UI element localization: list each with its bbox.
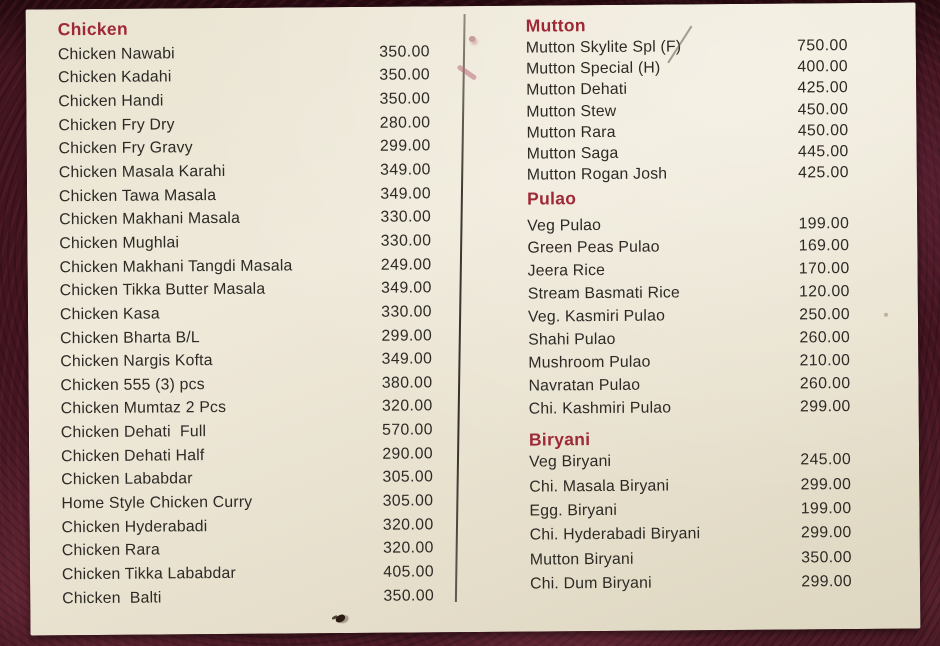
menu-item-row bbox=[61, 489, 433, 516]
menu-item-name: Chi. Kashmiri Pulao bbox=[528, 399, 672, 418]
menu-item-price: 425.00 bbox=[798, 164, 849, 182]
menu-item-name: Mutton Rara bbox=[526, 123, 616, 142]
stain-mark bbox=[884, 313, 888, 317]
menu-item-price: 320.00 bbox=[382, 515, 434, 534]
menu-item-price: 210.00 bbox=[799, 351, 851, 370]
menu-item-name: Veg Biryani bbox=[529, 453, 612, 471]
menu-item-name: Mutton Rogan Josh bbox=[526, 165, 668, 184]
menu-item-price: 350.00 bbox=[379, 66, 431, 85]
menu-item-name: Chicken Kasa bbox=[59, 305, 160, 324]
menu-item-price: 350.00 bbox=[379, 90, 431, 108]
menu-item-name: Chicken Tikka Lababdar bbox=[61, 564, 236, 584]
menu-item-name: Chicken Balti bbox=[62, 589, 162, 607]
menu-item-row bbox=[62, 584, 434, 611]
menu-item-price: 299.00 bbox=[379, 137, 431, 156]
menu-item-name: Chicken Mughlai bbox=[59, 234, 180, 253]
menu-item-row bbox=[528, 327, 850, 352]
menu-item-name: Veg. Kasmiri Pulao bbox=[527, 307, 666, 326]
menu-item-row bbox=[526, 56, 848, 80]
menu-item-row bbox=[59, 206, 431, 233]
column-divider-line bbox=[455, 14, 465, 602]
menu-item-price: 280.00 bbox=[379, 114, 431, 132]
menu-item-name: Chicken Dehati Half bbox=[60, 446, 205, 465]
menu-item-price: 170.00 bbox=[798, 260, 850, 278]
menu-item-row bbox=[60, 371, 432, 398]
menu-item-name: Chicken Kadahi bbox=[58, 68, 172, 87]
menu-item-name: Mutton Dehati bbox=[526, 81, 628, 99]
menu-item-row bbox=[527, 163, 849, 187]
menu-item-name: Chicken 555 (3) pcs bbox=[60, 375, 205, 395]
menu-column-right bbox=[526, 11, 853, 597]
menu-item-row bbox=[58, 88, 430, 115]
menu-item-row bbox=[62, 560, 434, 587]
menu-column-left bbox=[58, 14, 435, 610]
menu-item-price: 349.00 bbox=[381, 350, 433, 368]
menu-item-price: 350.00 bbox=[801, 548, 852, 567]
menu-item-name: Chicken Mumtaz 2 Pcs bbox=[60, 399, 227, 418]
menu-item-name: Chicken Makhani Tangdi Masala bbox=[59, 256, 293, 276]
menu-section-biryani bbox=[529, 426, 852, 597]
menu-item-price: 299.00 bbox=[800, 524, 852, 542]
menu-item-name: Chicken Nawabi bbox=[57, 45, 175, 64]
menu-item-name: Mutton Skylite Spl (F) bbox=[525, 37, 682, 57]
menu-item-row bbox=[529, 448, 851, 475]
menu-item-row bbox=[61, 466, 433, 493]
menu-item-name: Shahi Pulao bbox=[528, 330, 616, 349]
menu-item-name: Green Peas Pulao bbox=[527, 238, 660, 257]
menu-item-row bbox=[530, 546, 852, 573]
menu-item-row bbox=[527, 142, 849, 166]
menu-item-price: 349.00 bbox=[380, 184, 432, 203]
menu-item-row bbox=[528, 304, 850, 329]
menu-item-price: 245.00 bbox=[800, 451, 852, 469]
menu-item-price: 199.00 bbox=[798, 214, 850, 232]
menu-item-row bbox=[59, 229, 431, 256]
menu-item-price: 249.00 bbox=[380, 255, 432, 274]
menu-item-price: 260.00 bbox=[799, 329, 851, 347]
menu-item-row bbox=[528, 349, 850, 374]
menu-item-row bbox=[61, 419, 433, 446]
menu-item-name: Navratan Pulao bbox=[528, 376, 641, 395]
menu-item-name: Stream Basmati Rice bbox=[527, 284, 681, 303]
menu-item-price: 450.00 bbox=[797, 100, 849, 118]
menu-item-name: Chi. Hyderabadi Biryani bbox=[529, 525, 701, 545]
menu-item-name: Chicken Fry Dry bbox=[58, 116, 175, 134]
menu-item-row bbox=[529, 473, 851, 500]
menu-item-name: Chicken Handi bbox=[58, 92, 164, 111]
menu-item-row bbox=[529, 497, 851, 524]
menu-item-price: 305.00 bbox=[382, 492, 434, 510]
menu-item-name: Mutton Saga bbox=[526, 144, 619, 163]
menu-item-price: 250.00 bbox=[799, 306, 851, 324]
menu-item-price: 349.00 bbox=[380, 279, 432, 297]
menu-item-name: Chicken Makhani Masala bbox=[59, 210, 241, 229]
menu-item-row bbox=[61, 442, 433, 469]
menu-item-price: 299.00 bbox=[800, 475, 852, 494]
menu-item-price: 350.00 bbox=[383, 586, 435, 605]
section-title: Chicken bbox=[57, 18, 128, 40]
menu-item-row bbox=[527, 212, 849, 237]
menu-item-price: 320.00 bbox=[383, 539, 434, 557]
menu-item-name: Chicken Bharta B/L bbox=[60, 328, 200, 347]
menu-section-chicken bbox=[58, 14, 435, 610]
menu-item-name: Egg. Biryani bbox=[529, 501, 618, 520]
menu-item-name: Chicken Masala Karahi bbox=[58, 162, 226, 182]
menu-item-price: 120.00 bbox=[799, 283, 850, 301]
menu-item-price: 299.00 bbox=[799, 397, 851, 416]
menu-item-price: 349.00 bbox=[380, 161, 431, 179]
menu-item-name: Chicken Dehati Full bbox=[60, 423, 207, 442]
section-title: Pulao bbox=[526, 188, 577, 209]
menu-item-row bbox=[59, 159, 431, 186]
menu-item-name: Jeera Rice bbox=[527, 262, 606, 280]
menu-item-row bbox=[526, 120, 848, 144]
menu-item-price: 330.00 bbox=[381, 303, 433, 321]
menu-item-price: 450.00 bbox=[797, 121, 849, 140]
menu-section-mutton bbox=[526, 11, 849, 187]
stain-mark bbox=[457, 64, 478, 80]
menu-item-row bbox=[60, 277, 432, 304]
menu-item-row bbox=[526, 99, 848, 123]
stain-mark bbox=[469, 36, 476, 42]
menu-item-price: 350.00 bbox=[379, 43, 430, 61]
menu-item-name: Chicken Nargis Kofta bbox=[60, 352, 213, 371]
menu-item-price: 405.00 bbox=[383, 563, 435, 581]
menu-item-row bbox=[530, 570, 852, 597]
section-title: Mutton bbox=[525, 15, 586, 36]
menu-item-price: 169.00 bbox=[798, 237, 850, 255]
menu-item-name: Chicken Rara bbox=[61, 541, 160, 560]
menu-card bbox=[26, 3, 921, 636]
menu-item-row bbox=[58, 64, 430, 91]
menu-item-price: 425.00 bbox=[797, 79, 849, 97]
menu-item-row bbox=[58, 111, 430, 138]
menu-item-row bbox=[60, 324, 432, 351]
menu-item-row bbox=[59, 182, 431, 209]
menu-item-price: 380.00 bbox=[381, 374, 433, 392]
menu-item-row bbox=[60, 348, 432, 375]
menu-item-name: Veg Pulao bbox=[527, 216, 602, 235]
menu-item-name: Mushroom Pulao bbox=[528, 353, 651, 372]
menu-item-price: 260.00 bbox=[799, 374, 851, 393]
insect-speck bbox=[334, 614, 346, 624]
menu-item-name: Mutton Stew bbox=[526, 102, 617, 121]
menu-item-name: Chicken Fry Gravy bbox=[58, 139, 193, 158]
menu-item-name: Home Style Chicken Curry bbox=[61, 493, 253, 513]
menu-item-name: Chicken Tawa Masala bbox=[58, 186, 217, 205]
menu-item-row bbox=[526, 35, 848, 59]
menu-item-name: Chicken Lababdar bbox=[61, 470, 193, 489]
menu-section-pulao bbox=[527, 184, 851, 421]
menu-item-name: Chicken Tikka Butter Masala bbox=[59, 280, 266, 300]
menu-item-row bbox=[528, 372, 850, 397]
menu-item-row bbox=[62, 537, 434, 564]
menu-item-price: 330.00 bbox=[380, 208, 432, 227]
menu-item-price: 305.00 bbox=[382, 468, 434, 487]
menu-item-row bbox=[61, 395, 433, 422]
menu-item-row bbox=[529, 395, 851, 420]
menu-item-price: 199.00 bbox=[800, 500, 852, 518]
menu-item-price: 570.00 bbox=[382, 421, 433, 439]
menu-item-row bbox=[60, 300, 432, 327]
menu-item-name: Chi. Masala Biryani bbox=[529, 477, 670, 496]
menu-item-price: 299.00 bbox=[381, 326, 433, 345]
menu-item-price: 299.00 bbox=[801, 573, 853, 591]
menu-item-name: Chicken Hyderabadi bbox=[61, 517, 208, 536]
menu-item-price: 290.00 bbox=[382, 445, 434, 463]
section-title: Biryani bbox=[528, 429, 591, 450]
menu-item-row bbox=[528, 281, 850, 306]
menu-item-row bbox=[59, 135, 431, 162]
menu-item-row bbox=[62, 513, 434, 540]
menu-item-row bbox=[530, 521, 852, 548]
menu-item-row bbox=[59, 253, 431, 280]
menu-item-price: 320.00 bbox=[381, 397, 433, 416]
menu-item-name: Chi. Dum Biryani bbox=[530, 574, 652, 593]
menu-item-row bbox=[526, 78, 848, 102]
menu-item-price: 400.00 bbox=[797, 57, 849, 76]
menu-item-name: Mutton Special (H) bbox=[525, 59, 661, 78]
menu-item-row bbox=[527, 235, 849, 260]
menu-item-name: Mutton Biryani bbox=[529, 550, 634, 569]
menu-item-row bbox=[58, 40, 430, 67]
menu-item-price: 445.00 bbox=[797, 143, 849, 161]
menu-item-price: 330.00 bbox=[380, 232, 432, 250]
menu-item-row bbox=[528, 258, 850, 283]
menu-item-price: 750.00 bbox=[797, 36, 848, 55]
